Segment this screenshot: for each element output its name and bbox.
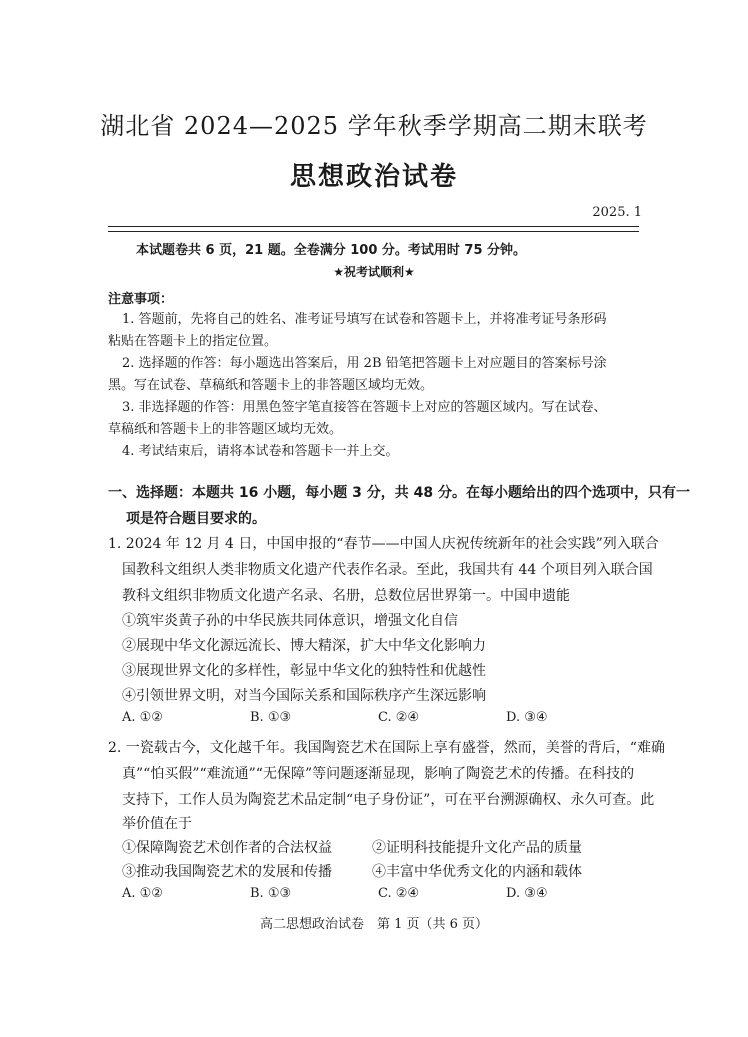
q2-statement-2: ②证明科技能提升文化产品的质量 [372,840,582,856]
section-1-heading: 一、选择题：本题共 16 小题，每小题 3 分，共 48 分。在每小题给出的四个选项中，只有一 [108,485,690,501]
note-2-line-1: 2. 选择题的作答：每小题选出答案后，用 2B 铅笔把答题卡上对应题目的答案标号涂 [122,356,607,371]
q1-option-b: B. ①③ [250,710,292,725]
notes-heading: 注意事项： [108,292,174,307]
q1-stem-line-3: 教科文组织非物质文化遗产名录、名册，总数位居世界第一。中国申遗能 [122,588,570,604]
q1-statement-4: ④引领世界文明，对当今国际关系和国际秩序产生深远影响 [122,688,486,704]
q1-option-c: C. ②④ [378,710,420,725]
exam-title: 湖北省 2024—2025 学年秋季学期高二期末联考 [100,112,648,140]
header-rule-top [108,226,639,227]
exam-summary: 本试题卷共 6 页，21 题。全卷满分 100 分。考试用时 75 分钟。 [136,243,527,258]
section-1-heading-cont: 项是符合题目要求的。 [126,511,266,527]
q1-stem-line-2: 国教科文组织人类非物质文化遗产代表作名录。至此，我国共有 44 个项目列入联合国 [122,562,653,578]
q1-stem-line-1: 1. 2024 年 12 月 4 日，中国申报的“春节——中国人庆祝传统新年的社会实践”列入联合 [108,536,659,552]
q2-stem-line-2: 真”“怕买假”“难流通”“无保障”等问题逐渐显现，影响了陶瓷艺术的传播。在科技的 [122,766,635,782]
exam-subtitle: 思想政治试卷 [289,162,458,192]
q2-option-a: A. ①② [122,886,163,901]
q1-statement-3: ③展现世界文化的多样性，彰显中华文化的独特性和优越性 [122,663,486,679]
q2-statement-4: ④丰富中华优秀文化的内涵和载体 [372,864,582,880]
q2-stem-line-4: 举价值在于 [122,816,192,832]
note-1-line-2: 粘贴在答题卡上的指定位置。 [108,334,278,349]
q2-option-c: C. ②④ [378,886,420,901]
header-rule-bottom [108,231,639,232]
note-4: 4. 考试结束后，请将本试卷和答题卡一并上交。 [122,444,399,459]
note-3-line-2: 草稿纸和答题卡上的非答题区域均无效。 [108,422,343,437]
q1-statement-1: ①筑牢炎黄子孙的中华民族共同体意识，增强文化自信 [122,613,458,629]
note-1-line-1: 1. 答题前，先将自己的姓名、准考证号填写在试卷和答题卡上，并将准考证号条形码 [122,312,607,327]
good-luck-banner: ★祝考试顺利★ [333,265,415,279]
page-footer: 高二思想政治试卷 第 1 页（共 6 页） [259,917,489,932]
q2-statement-3: ③推动我国陶瓷艺术的发展和传播 [122,864,332,880]
exam-date: 2025. 1 [592,205,642,220]
q1-statement-2: ②展现中华文化源远流长、博大精深，扩大中华文化影响力 [122,638,486,654]
note-2-line-2: 黑。写在试卷、草稿纸和答题卡上的非答题区域均无效。 [108,378,434,393]
q2-statement-1: ①保障陶瓷艺术创作者的合法权益 [122,840,332,856]
q2-option-d: D. ③④ [506,886,548,901]
q2-option-b: B. ①③ [250,886,292,901]
q2-stem-line-3: 支持下，工作人员为陶瓷艺术品定制“电子身份证”，可在平台溯源确权、永久可查。此 [122,792,655,808]
q2-stem-line-1: 2. 一瓷载古今，文化越千年。我国陶瓷艺术在国际上享有盛誉，然而，美誉的背后，“难确 [108,740,665,756]
q1-option-d: D. ③④ [506,710,548,725]
q1-option-a: A. ①② [122,710,163,725]
note-3-line-1: 3. 非选择题的作答：用黑色签字笔直接答在答题卡上对应的答题区域内。写在试卷、 [122,400,607,415]
